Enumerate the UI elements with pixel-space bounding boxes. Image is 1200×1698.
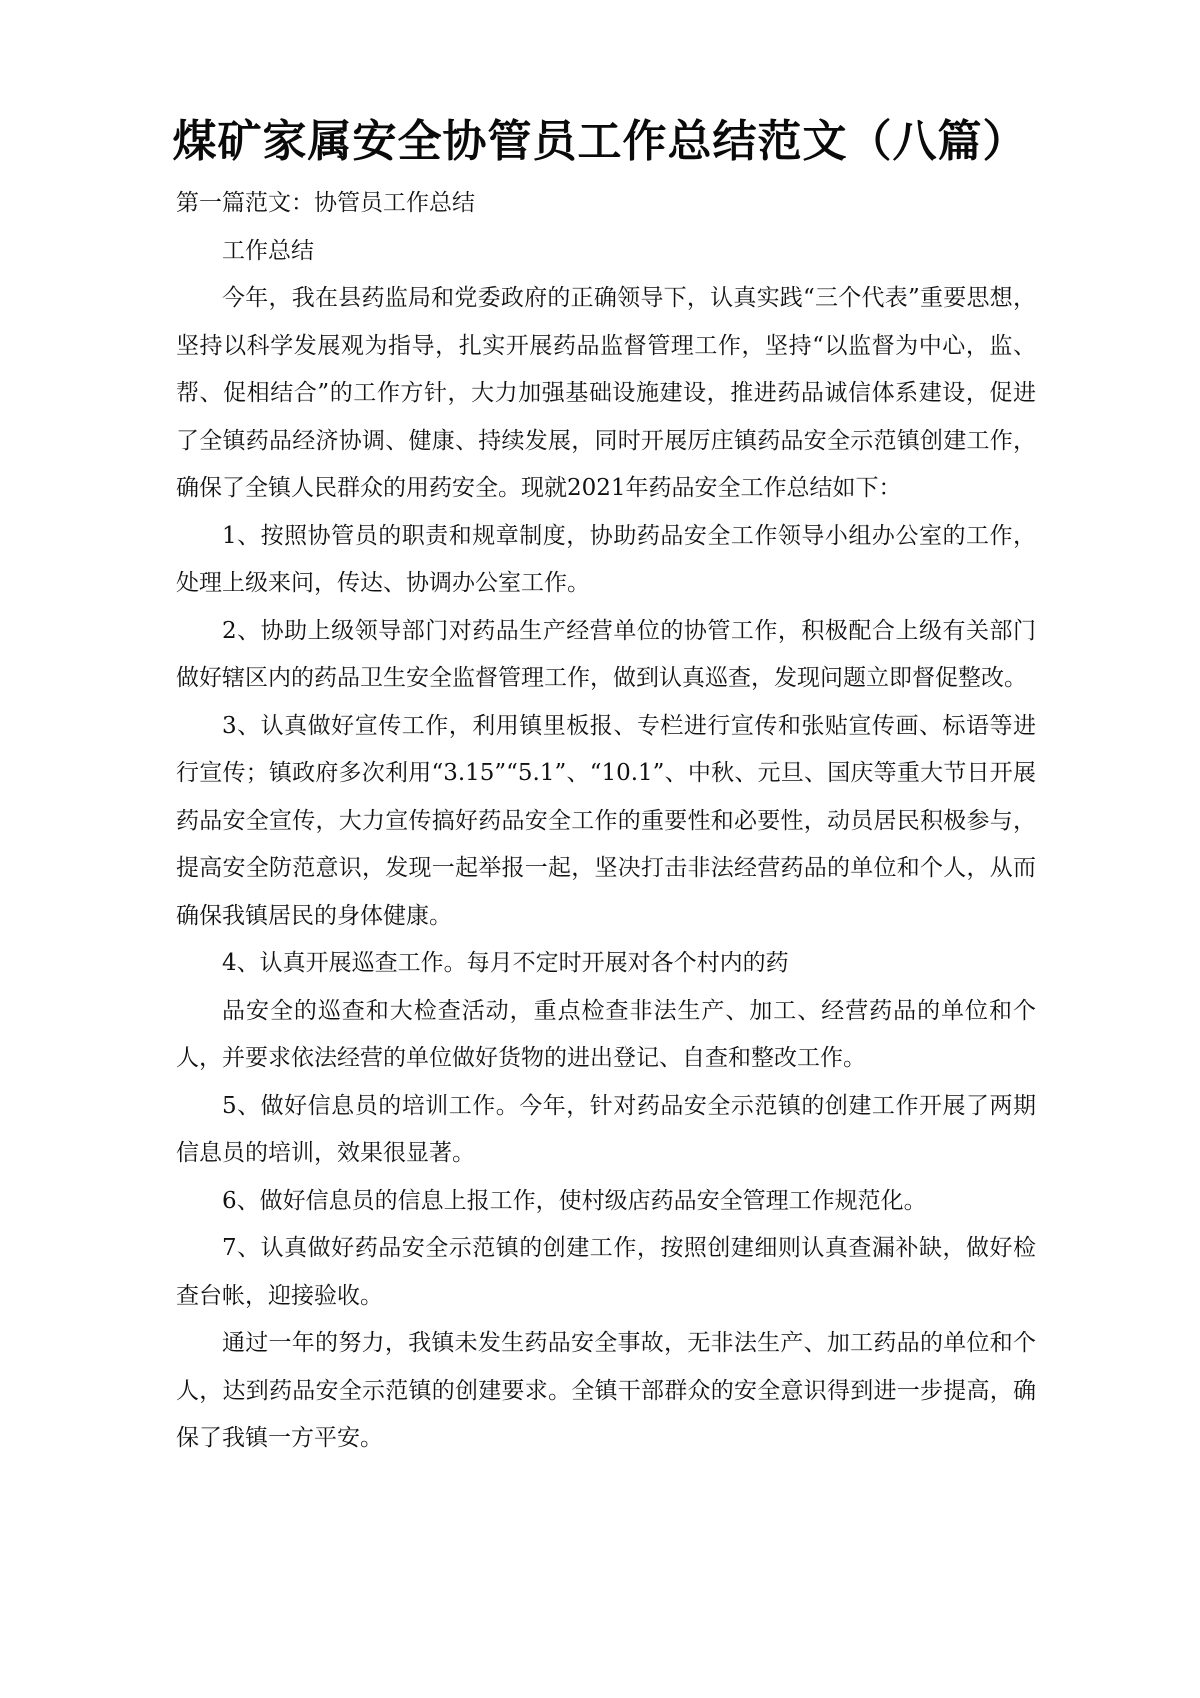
paragraph-item-4-continued: 品安全的巡查和大检查活动，重点检查非法生产、加工、经营药品的单位和个人，并要求依法经营的单位做好货物的进出登记、自查和整改工作。 [176,997,1036,1071]
document-body [176,180,1036,1463]
paragraph-item-6: 6、做好信息员的信息上报工作，使村级店药品安全管理工作规范化。 [222,1187,927,1214]
paragraph-item-1: 1、按照协管员的职责和规章制度，协助药品安全工作领导小组办公室的工作，处理上级来问，传达、协调办公室工作。 [176,522,1036,596]
paragraph-intro: 今年，我在县药监局和党委政府的正确领导下，认真实践“三个代表”重要思想，坚持以科学发展观为指导，扎实开展药品监督管理工作，坚持“以监督为中心，监、帮、促相结合”的工作方针，大力加强基础设施建设，推进药品诚信体系建设，促进了全镇药品经济协调、健康、持续发展，同时开展厉庄镇药品安全示范镇创建工作，确保了全镇人民群众的用药安全。现就2021年药品安全工作总结如下： [176,285,1036,501]
paragraph-item-7: 7、认真做好药品安全示范镇的创建工作，按照创建细则认真查漏补缺，做好检查台帐，迎接验收。 [176,1235,1036,1309]
paragraph-item-3: 3、认真做好宣传工作，利用镇里板报、专栏进行宣传和张贴宣传画、标语等进行宣传；镇政府多次利用“3.15”“5.1”、“10.1”、中秋、元旦、国庆等重大节日开展药品安全宣传，大力宣传搞好药品安全工作的重要性和必要性，动员居民积极参与，提高安全防范意识，发现一起举报一起，坚决打击非法经营药品的单位和个人，从而确保我镇居民的身体健康。 [176,712,1036,929]
paragraph-item-2: 2、协助上级领导部门对药品生产经营单位的协管工作，积极配合上级有关部门做好辖区内的药品卫生安全监督管理工作，做到认真巡查，发现问题立即督促整改。 [176,617,1036,691]
section-heading: 第一篇范文：协管员工作总结 [176,190,475,216]
subheading: 工作总结 [222,237,314,264]
document-title: 煤矿家属安全协管员工作总结范文（八篇） [172,116,1028,167]
paragraph-item-5: 5、做好信息员的培训工作。今年，针对药品安全示范镇的创建工作开展了两期信息员的培训，效果很显著。 [176,1092,1036,1166]
paragraph-conclusion: 通过一年的努力，我镇未发生药品安全事故，无非法生产、加工药品的单位和个人，达到药品安全示范镇的创建要求。全镇干部群众的安全意识得到进一步提高，确保了我镇一方平安。 [176,1330,1036,1451]
paragraph-item-4: 4、认真开展巡查工作。每月不定时开展对各个村内的药 [222,950,789,976]
